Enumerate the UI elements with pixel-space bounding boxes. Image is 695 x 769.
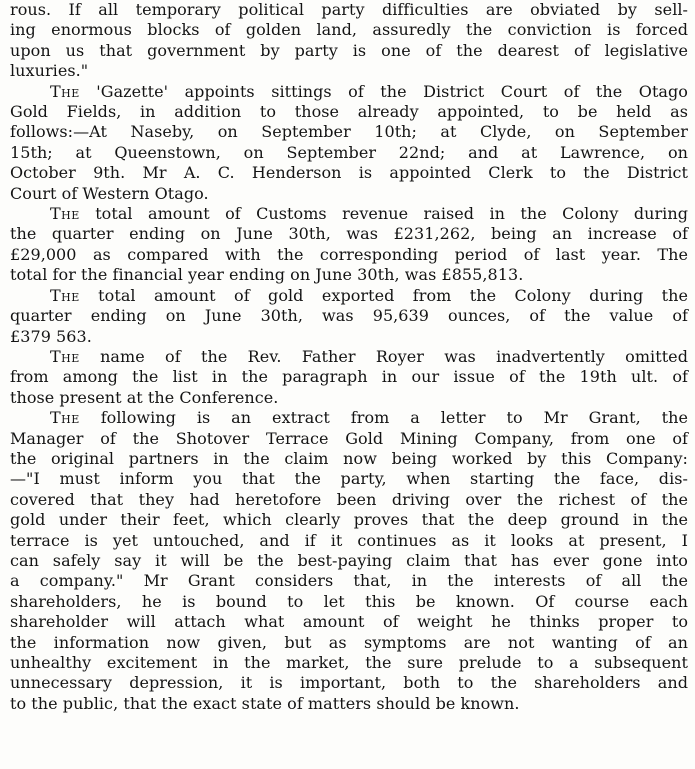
- paragraph-shotover-letter: [10, 408, 688, 714]
- text-line: a company." Mr Grant considers that, in the interests of all the: [10, 571, 688, 591]
- text-line-rest: name of the Rev. Father Royer was inadvertently omitted: [79, 346, 688, 366]
- text-line-rest: following is an extract from a letter to Mr Grant, the: [79, 408, 688, 428]
- paragraph-gazette-court-sittings: [10, 82, 688, 204]
- text-line: can safely say it will be the best-paying claim that has ever gone into: [10, 550, 688, 570]
- text-line-rest: total amount of Customs revenue raised in the Colony during: [79, 204, 688, 224]
- text-line: from among the list in the paragraph in our issue of the 19th ult. of: [10, 367, 688, 387]
- text-line: unhealthy excitement in the market, the sure prelude to a subsequent: [10, 653, 688, 672]
- text-line: ing enormous blocks of golden land, assuredly the conviction is forced: [10, 20, 688, 40]
- lead-word: The: [50, 346, 80, 366]
- text-line: quarter ending on June 30th, was 95,639 ounces, of the value of: [10, 306, 688, 326]
- text-line: the quarter ending on June 30th, was £231,262, being an increase of: [10, 224, 688, 244]
- lead-word: The: [50, 204, 80, 224]
- text-line: gold under their feet, which clearly proves that the deep ground in the: [10, 510, 688, 530]
- text-line: shareholder will attach what amount of weight he thinks proper to: [10, 612, 688, 632]
- text-line: £29,000 as compared with the corresponding period of last year. The: [10, 244, 688, 264]
- text-line: terrace is yet untouched, and if it continues as it looks at present, I: [10, 530, 688, 550]
- text-line: [10, 204, 688, 224]
- text-line: rous. If all temporary political party difficulties are obviated by sell-: [10, 0, 688, 19]
- text-line: those present at the Conference.: [10, 387, 279, 407]
- text-line: Gold Fields, in addition to those already appointed, to be held as: [10, 102, 688, 122]
- text-line: October 9th. Mr A. C. Henderson is appointed Clerk to the District: [10, 163, 688, 183]
- paragraph-father-royer: [10, 347, 688, 408]
- text-line: [10, 347, 688, 367]
- text-line: follows:—At Naseby, on September 10th; at Clyde, on September: [10, 122, 688, 142]
- text-line: total for the financial year ending on June 30th, was £855,813.: [10, 265, 524, 285]
- paragraph-customs-revenue: [10, 204, 688, 286]
- text-line: [10, 286, 688, 306]
- text-line: [10, 408, 688, 428]
- text-line: the information now given, but as symptoms are not wanting of an: [10, 632, 688, 652]
- text-line: luxuries.": [10, 61, 89, 81]
- text-line: 15th; at Queenstown, on September 22nd; and at Lawrence, on: [10, 142, 688, 162]
- text-line-rest: total amount of gold exported from the Colony during the: [79, 285, 688, 305]
- text-line: unnecessary depression, it is important, both to the shareholders and: [10, 673, 688, 693]
- text-line: [10, 82, 688, 102]
- text-line: shareholders, he is bound to let this be known. Of course each: [10, 591, 688, 611]
- text-line: upon us that government by party is one of the dearest of legislative: [10, 40, 688, 60]
- text-line: the original partners in the claim now being worked by this Company:: [10, 448, 688, 468]
- text-line: Manager of the Shotover Terrace Gold Mining Company, from one of: [10, 428, 688, 448]
- text-line: —"I must inform you that the party, when starting the face, dis-: [10, 469, 688, 489]
- text-line: to the public, that the exact state of matters should be known.: [10, 693, 520, 713]
- article-column: [10, 0, 688, 714]
- text-line: Court of Western Otago.: [10, 183, 209, 203]
- paragraph-land-sales: [10, 0, 688, 82]
- text-line-rest: 'Gazette' appoints sittings of the District Court of the Otago: [79, 81, 688, 101]
- lead-word: The: [50, 408, 80, 428]
- lead-word: The: [50, 285, 80, 305]
- paragraph-gold-exported: [10, 286, 688, 347]
- text-line: £379 563.: [10, 326, 92, 346]
- text-line: covered that they had heretofore been driving over the richest of the: [10, 489, 688, 509]
- lead-word: The: [50, 81, 80, 101]
